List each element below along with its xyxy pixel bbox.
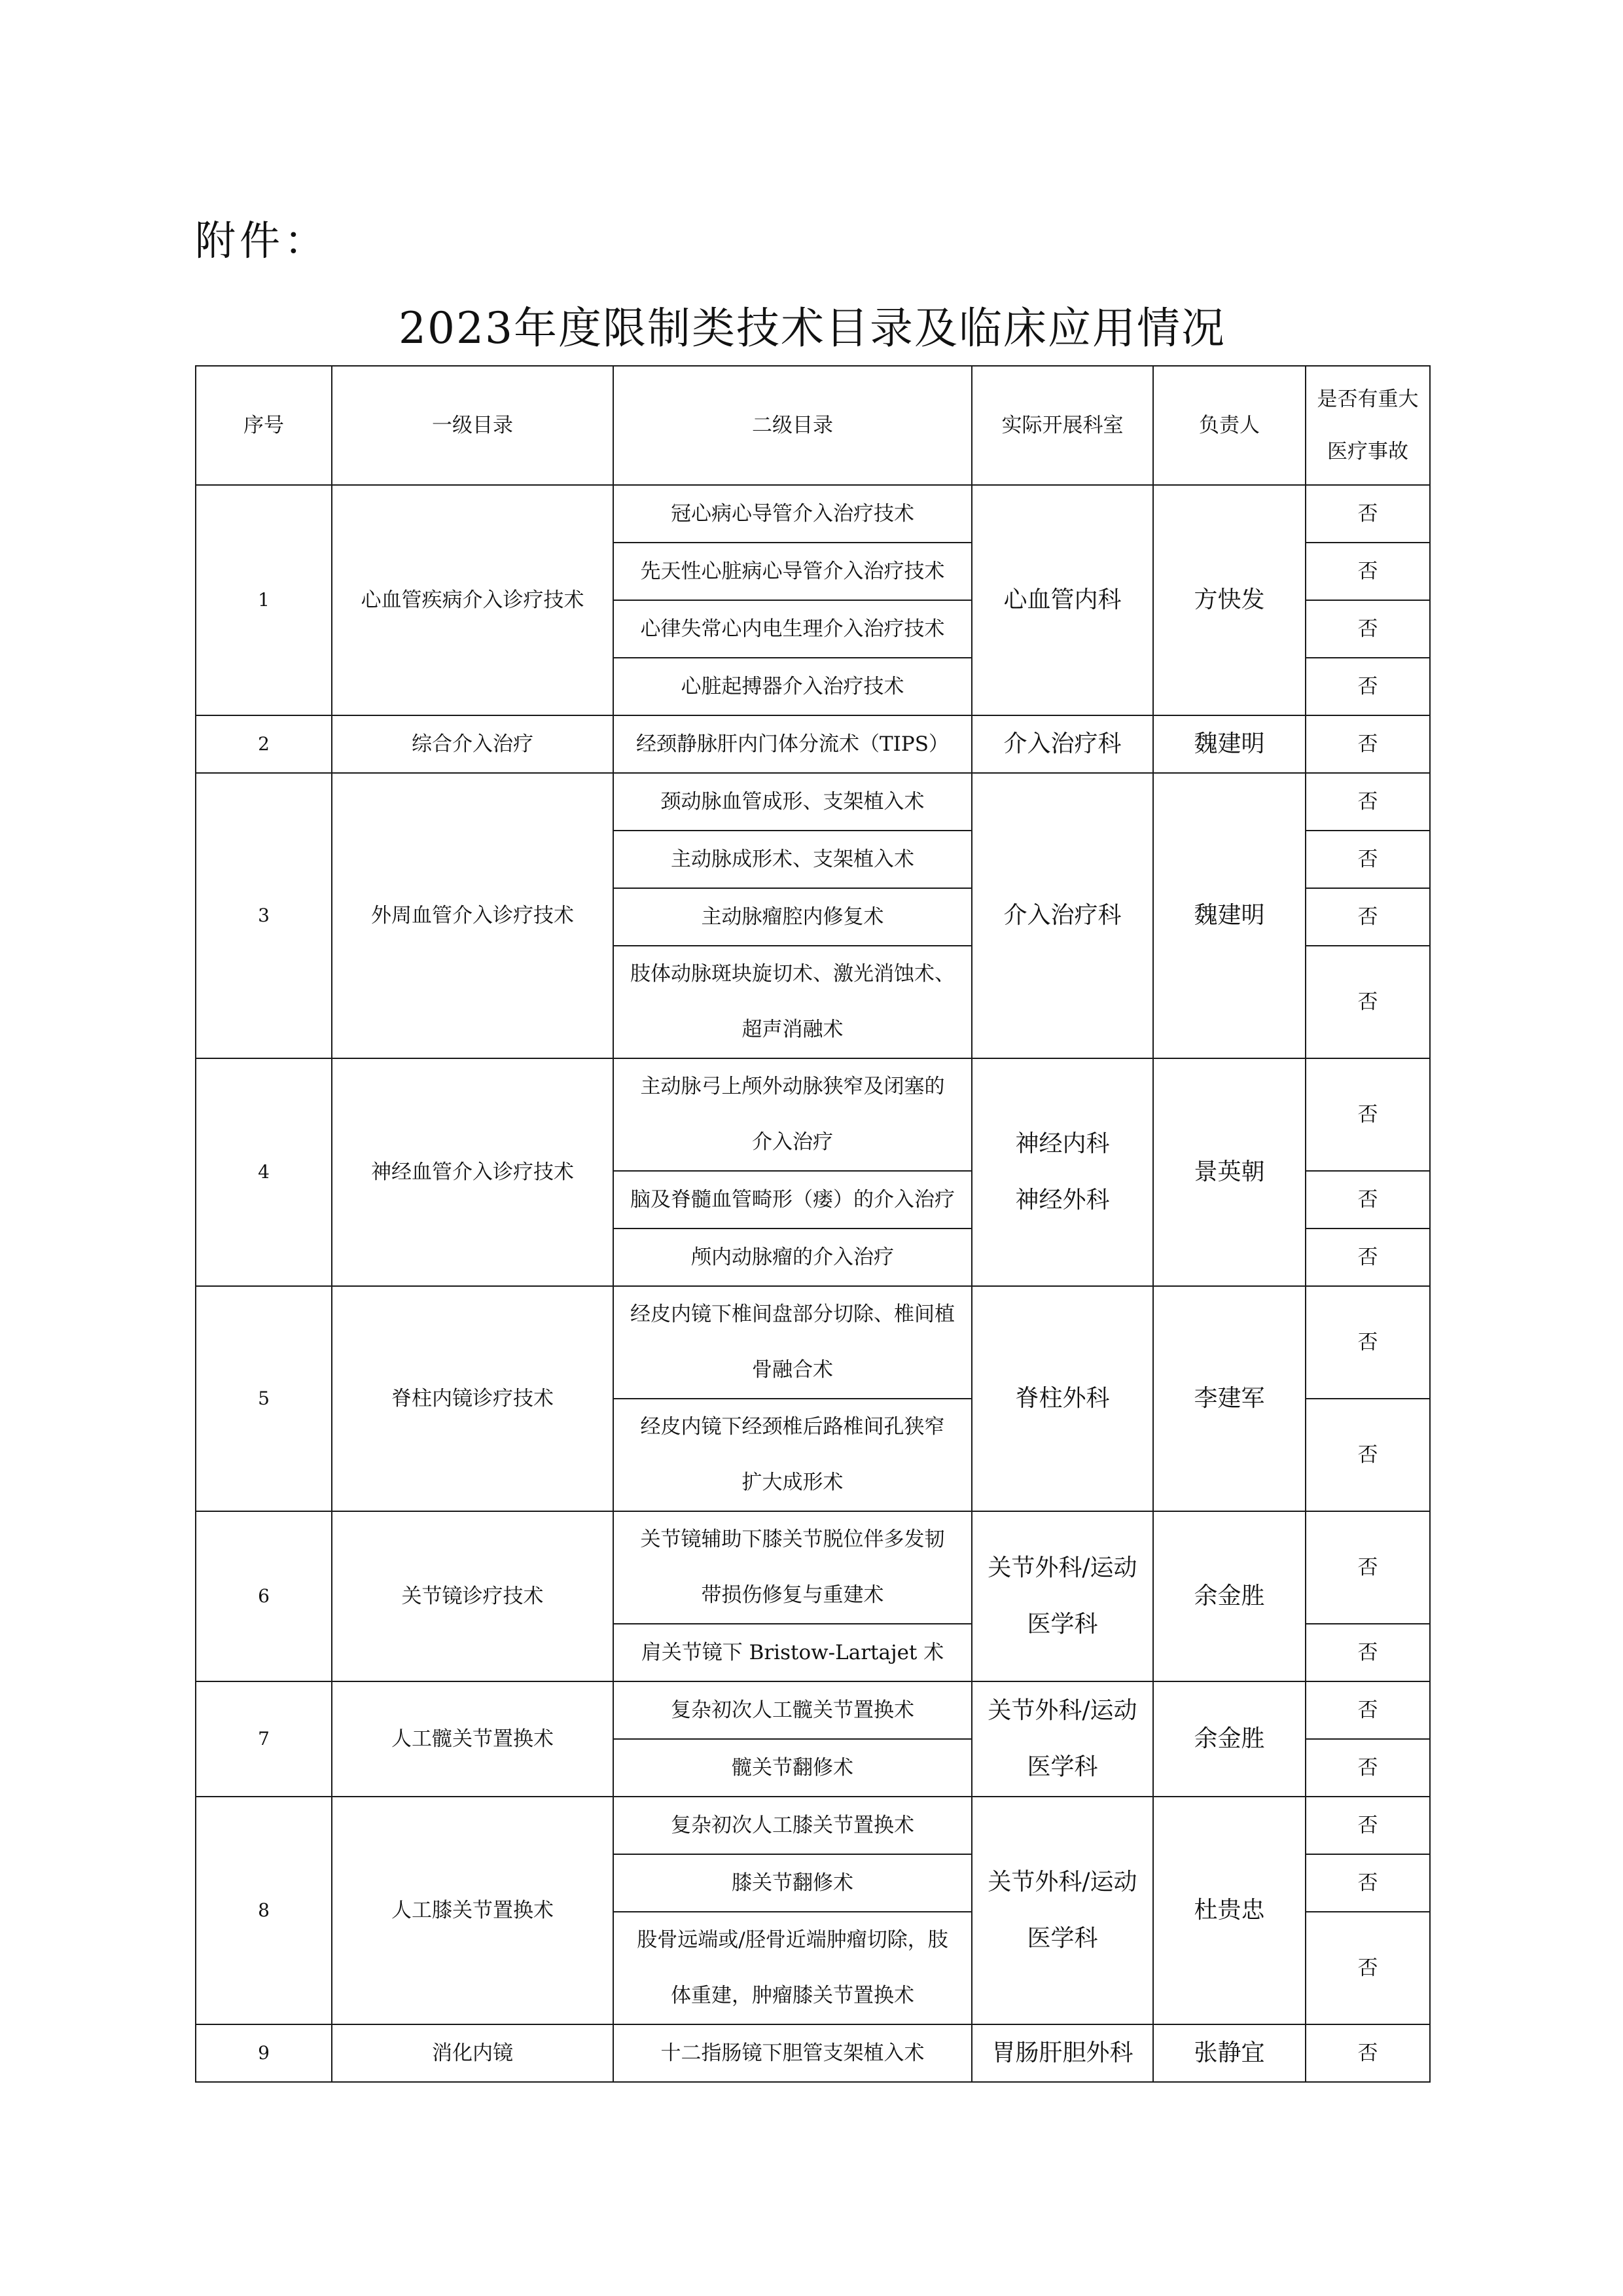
accident-cell: 否 [1306,1171,1430,1229]
dept-line: 医学科 [1027,1925,1098,1952]
accident-cell: 否 [1306,1286,1430,1399]
header-accident-line1: 是否有重大 [1317,387,1419,411]
table-row [196,773,1430,831]
header-dept: 实际开展科室 [972,366,1153,485]
dept-cell [972,2024,1153,2082]
level1-cell: 人工膝关节置换术 [332,1797,613,2024]
level2-line: 复杂初次人工膝关节置换术 [671,1813,914,1837]
dept-line: 神经内科 [1015,1130,1110,1157]
level2-line: 脑及脊髓血管畸形（瘘）的介入治疗 [630,1187,955,1211]
level2-line: 经皮内镜下椎间盘部分切除、椎间植 [630,1302,955,1326]
level2-line: 骨融合术 [752,1358,833,1382]
level2-line: 关节镜辅助下膝关节脱位伴多发韧 [640,1528,945,1551]
accident-cell: 否 [1306,888,1430,946]
level2-line: 心脏起搏器介入治疗技术 [681,674,904,698]
level2-line: 超声消融术 [741,1018,844,1041]
level2-cell [613,543,972,600]
level1-cell: 消化内镜 [332,2024,613,2082]
level2-cell [613,1912,972,2024]
dept-cell [972,485,1153,715]
level1-cell: 关节镜诊疗技术 [332,1511,613,1681]
dept-line: 心血管内科 [1003,586,1122,613]
attachment-label: 附件： [195,217,329,264]
level2-line: 膝关节翻修术 [732,1871,853,1895]
dept-line: 脊柱外科 [1015,1385,1110,1412]
level2-cell [613,831,972,888]
level2-line: 主动脉弓上颅外动脉狭窄及闭塞的 [640,1075,945,1098]
level2-line: 先天性心脏病心导管介入治疗技术 [640,559,945,583]
accident-cell: 否 [1306,1739,1430,1797]
seq-cell: 6 [196,1511,332,1681]
level2-cell [613,888,972,946]
dept-line: 关节外科/运动 [988,1554,1137,1581]
level2-line: 经皮内镜下经颈椎后路椎间孔狭窄 [640,1415,945,1439]
seq-cell: 7 [196,1681,332,1797]
table-row [196,485,1430,543]
dept-line: 医学科 [1027,1611,1098,1638]
seq-cell: 2 [196,715,332,773]
accident-cell: 否 [1306,1399,1430,1511]
level2-line: 髋关节翻修术 [732,1755,853,1780]
table-row [196,1797,1430,1854]
level2-cell [613,2024,972,2082]
table-body [196,485,1430,2082]
level1-cell: 综合介入治疗 [332,715,613,773]
table-row [196,715,1430,773]
owner-cell: 张静宜 [1153,2024,1306,2082]
table-row [196,2024,1430,2082]
dept-cell [972,715,1153,773]
level2-cell [613,1229,972,1286]
accident-cell: 否 [1306,715,1430,773]
dept-cell [972,1058,1153,1286]
level1-cell: 心血管疾病介入诊疗技术 [332,485,613,715]
level2-cell [613,1058,972,1171]
level2-line: 主动脉成形术、支架植入术 [671,847,914,871]
accident-cell: 否 [1306,485,1430,543]
dept-cell [972,1511,1153,1681]
accident-cell: 否 [1306,1511,1430,1624]
level2-line: 肢体动脉斑块旋切术、激光消蚀术、 [630,962,955,986]
level2-line: 心律失常心内电生理介入治疗技术 [640,617,945,641]
level2-cell [613,1171,972,1229]
accident-cell: 否 [1306,1058,1430,1171]
level2-line: 冠心病心导管介入治疗技术 [671,501,914,526]
seq-cell: 1 [196,485,332,715]
seq-cell: 3 [196,773,332,1058]
level2-line: 扩大成形术 [741,1471,844,1494]
level1-cell: 外周血管介入诊疗技术 [332,773,613,1058]
seq-cell: 5 [196,1286,332,1511]
seq-cell: 9 [196,2024,332,2082]
accident-cell: 否 [1306,831,1430,888]
dept-cell [972,1797,1153,2024]
accident-cell: 否 [1306,1229,1430,1286]
seq-cell: 8 [196,1797,332,2024]
level2-cell [613,946,972,1058]
dept-line: 神经外科 [1015,1187,1110,1213]
level2-line: 颈动脉血管成形、支架植入术 [660,789,925,814]
level2-line: 股骨远端或/胫骨近端肿瘤切除，肢 [637,1928,948,1952]
level2-line: 体重建，肿瘤膝关节置换术 [671,1984,914,2007]
owner-cell: 余金胜 [1153,1681,1306,1797]
seq-cell: 4 [196,1058,332,1286]
level2-cell [613,1739,972,1797]
level2-cell [613,1681,972,1739]
table-row [196,1681,1430,1739]
level1-cell: 人工髋关节置换术 [332,1681,613,1797]
accident-cell: 否 [1306,1854,1430,1912]
level2-cell [613,1286,972,1399]
dept-cell [972,1286,1153,1511]
table-row [196,1058,1430,1171]
table-header-row [196,366,1430,485]
owner-cell: 杜贵忠 [1153,1797,1306,2024]
header-level1: 一级目录 [332,366,613,485]
dept-line: 胃肠肝胆外科 [991,2039,1133,2066]
accident-cell: 否 [1306,2024,1430,2082]
header-owner: 负责人 [1153,366,1306,485]
dept-line: 关节外科/运动 [988,1697,1137,1724]
accident-cell: 否 [1306,1624,1430,1681]
accident-cell: 否 [1306,600,1430,658]
page-title: 2023年度限制类技术目录及临床应用情况 [399,303,1226,353]
owner-cell: 李建军 [1153,1286,1306,1511]
level2-cell [613,600,972,658]
header-accident [1306,366,1430,485]
level2-line: 主动脉瘤腔内修复术 [701,905,884,929]
accident-cell: 否 [1306,946,1430,1058]
table-row [196,1286,1430,1399]
level2-cell [613,485,972,543]
level2-cell [613,1399,972,1511]
level2-line: 带损伤修复与重建术 [701,1583,884,1607]
level2-cell [613,1511,972,1624]
dept-cell [972,773,1153,1058]
accident-cell: 否 [1306,773,1430,831]
level2-cell [613,715,972,773]
accident-cell: 否 [1306,1912,1430,2024]
accident-cell: 否 [1306,1797,1430,1854]
level2-cell [613,1854,972,1912]
owner-cell: 魏建明 [1153,773,1306,1058]
technology-table [195,365,1431,2083]
owner-cell: 余金胜 [1153,1511,1306,1681]
level2-cell [613,773,972,831]
accident-cell: 否 [1306,1681,1430,1739]
level2-line: 经颈静脉肝内门体分流术（TIPS） [635,732,950,756]
level1-cell: 脊柱内镜诊疗技术 [332,1286,613,1511]
table-row [196,1511,1430,1624]
level2-line: 复杂初次人工髋关节置换术 [671,1698,914,1722]
owner-cell: 魏建明 [1153,715,1306,773]
dept-line: 医学科 [1027,1753,1098,1780]
level2-line: 颅内动脉瘤的介入治疗 [691,1245,894,1269]
dept-line: 介入治疗科 [1003,730,1122,757]
dept-line: 介入治疗科 [1003,902,1122,929]
level2-cell [613,1624,972,1681]
header-accident-line2: 医疗事故 [1327,440,1408,463]
level2-line: 十二指肠镜下胆管支架植入术 [660,2041,925,2065]
owner-cell: 景英朝 [1153,1058,1306,1286]
level2-line: 介入治疗 [752,1130,833,1154]
level2-line: 肩关节镜下 Bristow-Lartajet 术 [641,1640,944,1664]
level1-cell: 神经血管介入诊疗技术 [332,1058,613,1286]
accident-cell: 否 [1306,658,1430,715]
owner-cell: 方快发 [1153,485,1306,715]
header-level2: 二级目录 [613,366,972,485]
level2-cell [613,1797,972,1854]
header-seq: 序号 [196,366,332,485]
level2-cell [613,658,972,715]
dept-line: 关节外科/运动 [988,1869,1137,1895]
dept-cell [972,1681,1153,1797]
accident-cell: 否 [1306,543,1430,600]
